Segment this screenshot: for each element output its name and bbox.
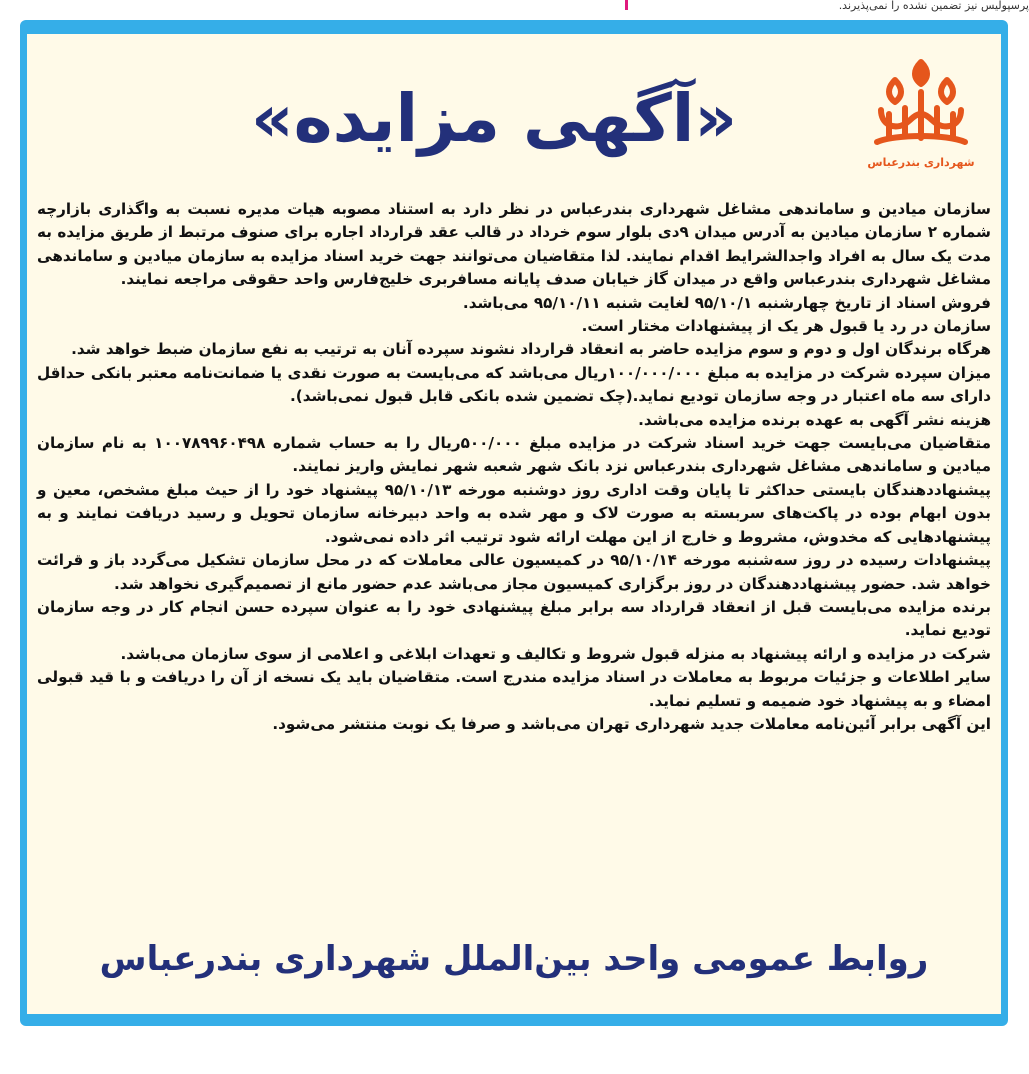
paragraph: هرگاه برندگان اول و دوم و سوم مزایده حاضر به انعقاد قرارداد نشوند سپرده آنان به ترتیب به نفع سازمان ضبط خواهد شد. [71,340,991,359]
paragraph: سایر اطلاعات و جزئیات مربوط به معاملات در اسناد مزایده مندرج است. متقاضیان باید یک نسخه از آن را دریافت و با قید قبولی امضاء و به پیشنهاد خود ضمیمه و تسلیم نماید. [37,668,991,710]
paragraph: پیشنهاددهندگان بایستی حداکثر تا پایان وقت اداری روز دوشنبه مورخه ۹۵/۱۰/۱۳ پیشنهاد خود را از حیث مبلغ مشخص، معین و بدون ابهام بوده در پاکت‌های سربسته به صورت لاک و مهر شده به واحد دبیرخانه سازمان تحویل و رسید دریافت نمایند و به پیشنهادهایی که مخدوش، مشروط و خارج از این مهلت ارائه شود ترتیب اثر داده نمی‌شود. [37,480,991,546]
paragraph: سازمان میادین و ساماندهی مشاغل شهرداری بندرعباس در نظر دارد به استناد مصوبه هیات مدیره نسبت به واگذاری بازارچه شماره ۲ سازمان میادین به آدرس میدان ۹دی بلوار سوم خرداد در قالب عقد قرارداد اجاره برای صنوف مرتبط از طریق مزایده به مدت یک سال به افراد واجدالشرایط اقدام نمایند. لذا متقاضیان می‌توانند جهت خرید اسناد مزایده به سازمان میادین و ساماندهی مشاغل شهرداری بندرعباس واقع در میدان گاز خیابان صدف پایانه مسافربری خلیج‌فارس واحد حقوقی مراجعه نمایند. [37,200,991,289]
notice-title: «آگهی مزایده» [250,80,737,157]
paragraph: شرکت در مزایده و ارائه پیشنهاد به منزله قبول شروط و تکالیف و تعهدات ابلاغی و اعلامی از سوی سازمان می‌باشد. [120,644,991,663]
previous-notice-strip [0,0,1029,14]
pink-marker [625,0,628,10]
paragraph: متقاضیان می‌بایست جهت خرید اسناد شرکت در مزایده مبلغ ۵۰۰/۰۰۰ریال را به حساب شماره ۱۰۰۷۸۹۹۶۰۴۹۸ به نام سازمان میادین و ساماندهی مشاغل شهرداری بندرعباس نزد بانک شهر شعبه شهر نمایش واریز نمایند. [37,434,991,476]
paragraph: میزان سپرده شرکت در مزایده به مبلغ ۱۰۰/۰۰۰/۰۰۰ریال می‌باشد که می‌بایست به صورت نقدی یا ضمانت‌نامه معتبر بانکی حداقل دارای سه ماه اعتبار در وجه سازمان تودیع نماید.(چک تضمین شده بانکی قابل قبول نمی‌باشد). [37,363,991,406]
notice-signature: روابط عمومی واحد بین‌الملل شهرداری بندرعباس [99,939,929,979]
paragraph: پیشنهادات رسیده در روز سه‌شنبه مورخه ۹۵/۱۰/۱۴ در کمیسیون عالی معاملات که در محل سازمان تشکیل می‌گردد باز و قرائت خواهد شد. حضور پیشنهاددهندگان در روز برگزاری کمیسیون مجاز می‌باشد عدم حضور مانع از تصمیم‌گیری نخواهد شد. [37,551,991,593]
paragraph: هزینه نشر آگهی به عهده برنده مزایده می‌باشد. [638,410,991,429]
notice-body [37,198,991,736]
auction-notice [27,34,1001,1014]
municipality-emblem-icon [865,52,977,156]
paragraph: این آگهی برابر آئین‌نامه معاملات جدید شهرداری تهران می‌باشد و صرفا یک نوبت منتشر می‌شود. [272,714,991,733]
paragraph: فروش اسناد از تاریخ چهارشنبه ۹۵/۱۰/۱ لغایت شنبه ۹۵/۱۰/۱۱ می‌باشد. [462,293,991,312]
municipality-logo [865,52,977,172]
logo-caption: شهرداری بندرعباس [867,156,975,169]
paragraph: سازمان در رد یا قبول هر یک از پیشنهادات مختار است. [581,317,991,336]
previous-notice-text: پرسپولیس نیز تضمین نشده را نمی‌پذیرند. [838,0,1029,12]
paragraph: برنده مزایده می‌بایست قبل از انعقاد قرارداد سه برابر مبلغ پیشنهادی خود را به عنوان سپرده حسن انجام کار در وجه سازمان تودیع نماید. [37,597,991,640]
